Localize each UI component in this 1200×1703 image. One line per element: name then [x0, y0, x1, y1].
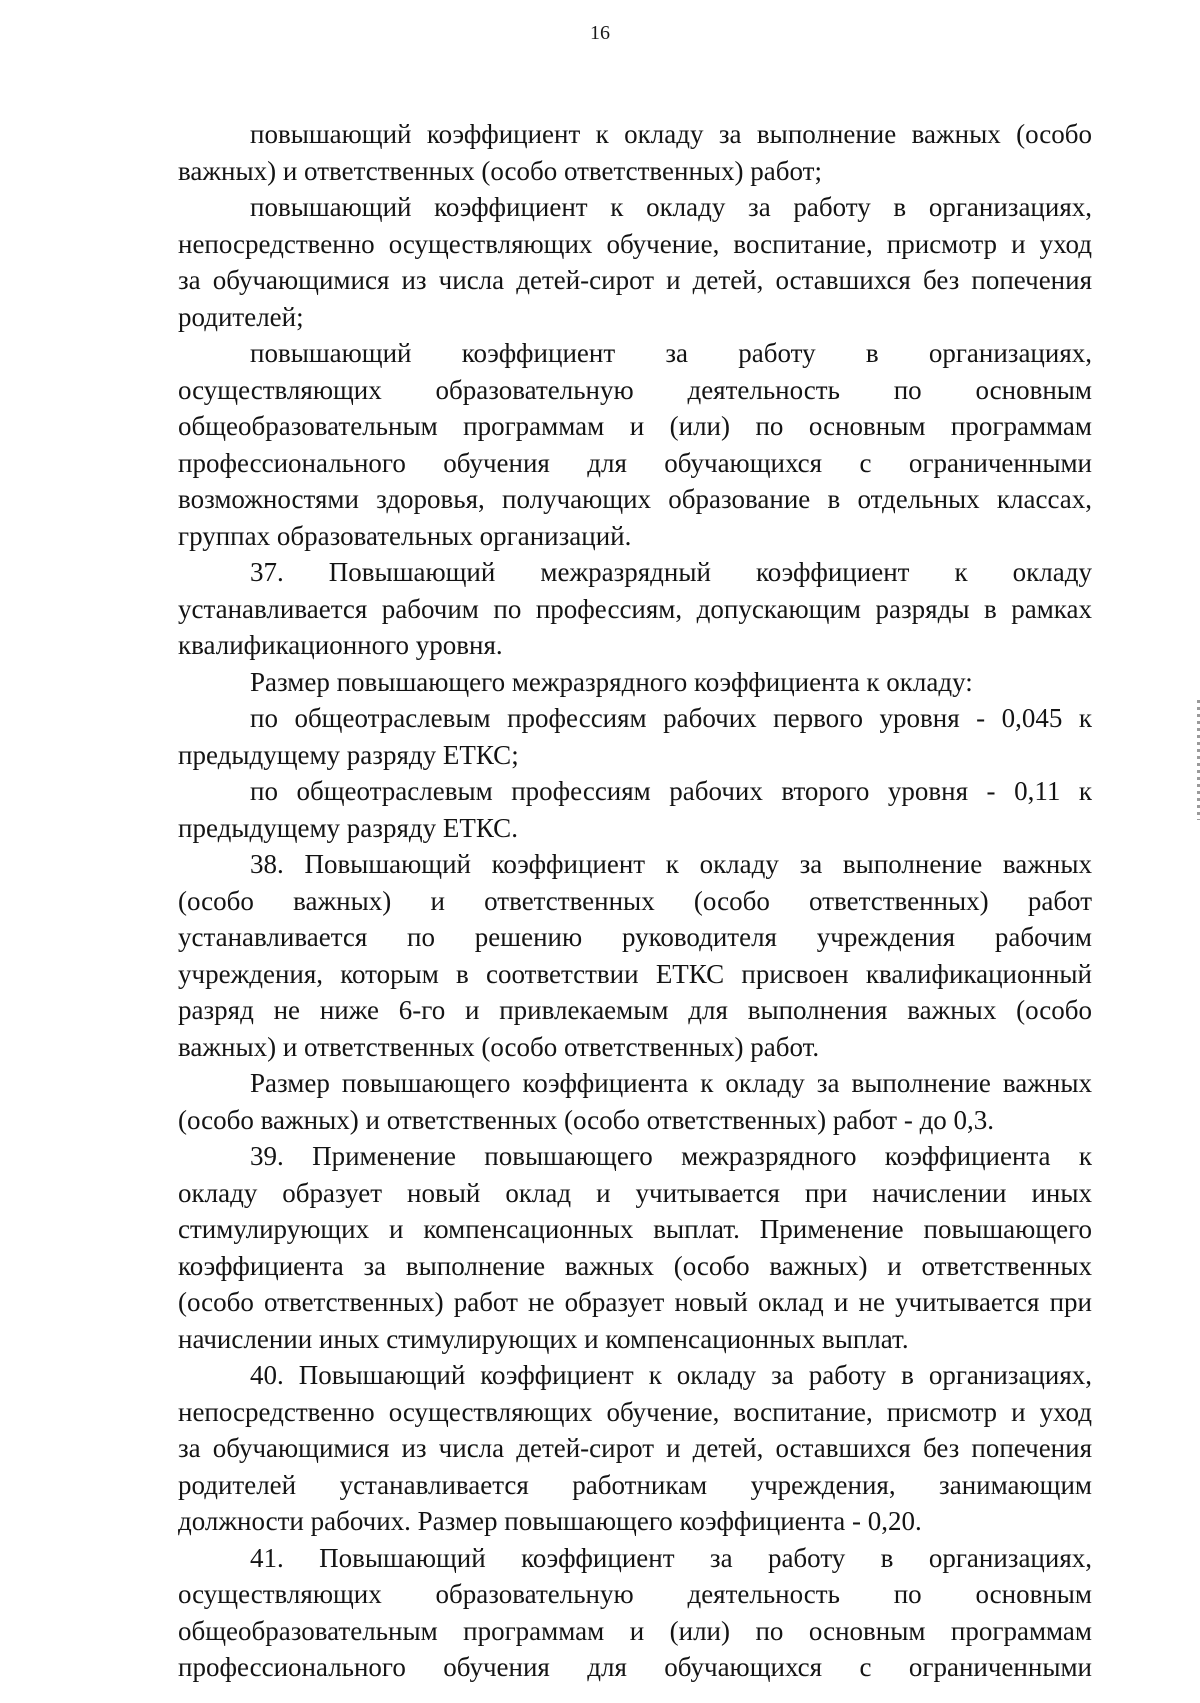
text-line: непосредственно осуществляющих обучение, воспитание, присмотр и уход	[178, 1396, 1092, 1427]
text-line: 37. Повышающий межразрядный коэффициент к окладу	[250, 557, 1092, 587]
text-line: за обучающимися из числа детей-сирот и детей, оставшихся без попечения	[178, 1433, 1092, 1463]
text-line: 38. Повышающий коэффициент к окладу за выполнение важных	[250, 849, 1092, 879]
text-line: по общеотраслевым профессиям рабочих второго уровня - 0,11 к	[250, 776, 1092, 806]
text-line: повышающий коэффициент к окладу за выполнение важных (особо	[250, 119, 1092, 149]
text-line: предыдущему разряду ЕТКС.	[178, 812, 518, 843]
text-line: (особо ответственных) работ не образует новый оклад и не учитывается при	[178, 1287, 1092, 1317]
text-line: 40. Повышающий коэффициент к окладу за работу в организациях,	[250, 1360, 1092, 1390]
text-line: родителей;	[178, 301, 304, 332]
text-line: группах образовательных организаций.	[178, 520, 632, 551]
text-line: Размер повышающего межразрядного коэффициента к окладу:	[250, 666, 973, 697]
text-line: 39. Применение повышающего межразрядного коэффициента к	[250, 1141, 1092, 1171]
document-body	[178, 116, 1092, 1686]
text-line: предыдущему разряду ЕТКС;	[178, 739, 519, 770]
text-line: окладу образует новый оклад и учитывается при начислении иных	[178, 1177, 1092, 1208]
text-line: повышающий коэффициент за работу в организациях,	[250, 338, 1092, 368]
text-line: по общеотраслевым профессиям рабочих первого уровня - 0,045 к	[250, 703, 1092, 733]
text-line: повышающий коэффициент к окладу за работу в организациях,	[250, 192, 1092, 222]
text-line: квалификационного уровня.	[178, 630, 503, 660]
text-line: родителей устанавливается работникам учреждения, занимающим	[178, 1469, 1092, 1500]
text-line: учреждения, которым в соответствии ЕТКС присвоен квалификационный	[178, 958, 1092, 989]
text-line: устанавливается рабочим по профессиям, допускающим разряды в рамках	[178, 593, 1092, 624]
text-line: важных) и ответственных (особо ответственных) работ.	[178, 1031, 820, 1062]
text-line: профессионального обучения для обучающихся с ограниченными	[178, 1652, 1092, 1682]
text-line: непосредственно осуществляющих обучение, воспитание, присмотр и уход	[178, 228, 1092, 259]
text-line: Размер повышающего коэффициента к окладу за выполнение важных	[250, 1068, 1092, 1098]
text-line: устанавливается по решению руководителя учреждения рабочим	[178, 922, 1092, 952]
text-line: осуществляющих образовательную деятельность по основным	[178, 1579, 1092, 1609]
text-line: коэффициента за выполнение важных (особо важных) и ответственных	[178, 1250, 1092, 1281]
text-line: должности рабочих. Размер повышающего коэффициента - 0,20.	[178, 1506, 922, 1536]
text-line: общеобразовательным программам и (или) по основным программам	[178, 1615, 1092, 1646]
text-line: 41. Повышающий коэффициент за работу в организациях,	[250, 1542, 1092, 1573]
page-number: 16	[590, 22, 610, 44]
text-line: (особо важных) и ответственных (особо ответственных) работ	[178, 885, 1092, 916]
text-line: общеобразовательным программам и (или) по основным программам	[178, 411, 1092, 441]
text-line: возможностями здоровья, получающих образование в отдельных классах,	[178, 484, 1092, 514]
text-line: профессионального обучения для обучающихся с ограниченными	[178, 447, 1092, 478]
text-line: (особо важных) и ответственных (особо ответственных) работ - до 0,3.	[178, 1104, 995, 1135]
text-line: разряд не ниже 6-го и привлекаемым для выполнения важных (особо	[178, 995, 1092, 1025]
text-line: начислении иных стимулирующих и компенсационных выплат.	[178, 1323, 909, 1354]
text-line: стимулирующих и компенсационных выплат. Применение повышающего	[178, 1214, 1092, 1244]
text-line: осуществляющих образовательную деятельность по основным	[178, 374, 1092, 405]
text-line: важных) и ответственных (особо ответственных) работ;	[178, 155, 822, 186]
text-line: за обучающимися из числа детей-сирот и детей, оставшихся без попечения	[178, 265, 1092, 295]
